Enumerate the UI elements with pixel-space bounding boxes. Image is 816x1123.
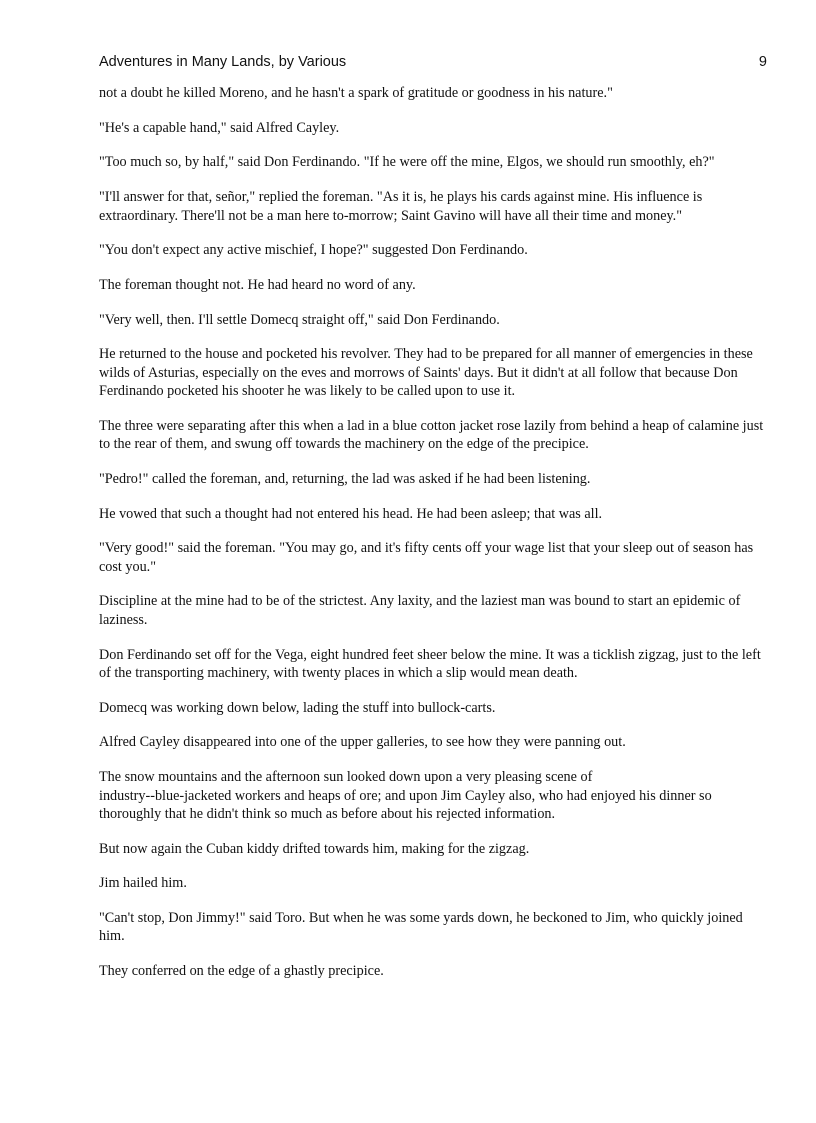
paragraph: "Too much so, by half," said Don Ferdinando. "If he were off the mine, Elgos, we should run smoothly, eh?": [99, 154, 715, 171]
paragraph: The foreman thought not. He had heard no word of any.: [99, 276, 416, 293]
paragraph: "Very good!" said the foreman. "You may go, and it's fifty cents off your wage list that your sleep out of season has cost you.": [99, 540, 754, 575]
paragraph: The snow mountains and the afternoon sun looked down upon a very pleasing scene of industry--blue-jacketed workers and heaps of ore; and upon Jim Cayley also, who had enjoyed his dinner so thoroughly that he didn't think so much as before about his rejected information.: [99, 769, 712, 822]
paragraph: He returned to the house and pocketed his revolver. They had to be prepared for all manner of emergencies in these wilds of Asturias, especially on the eves and morrows of Saints' days. But it didn't at all follow that because Don Ferdinando pocketed his shooter he was likely to be called upon to use it.: [99, 346, 753, 400]
paragraph: Jim hailed him.: [99, 875, 187, 892]
book-title: Adventures in Many Lands, by Various: [99, 54, 347, 70]
paragraph: The three were separating after this when a lad in a blue cotton jacket rose lazily from behind a heap of calamine just to the rear of them, and swung off towards the machinery on the edge of the precipice.: [99, 417, 764, 453]
paragraph: "You don't expect any active mischief, I hope?" suggested Don Ferdinando.: [99, 242, 528, 259]
paragraph: He vowed that such a thought had not entered his head. He had been asleep; that was all.: [99, 505, 603, 522]
paragraph: "I'll answer for that, señor," replied the foreman. "As it is, he plays his cards against mine. His influence is extraordinary. There'll not be a man here to-morrow; Saint Gavino will have all their time and money.": [99, 189, 703, 224]
paragraph: But now again the Cuban kiddy drifted towards him, making for the zigzag.: [99, 840, 530, 857]
paragraph: not a doubt he killed Moreno, and he hasn't a spark of gratitude or goodness in his nature.": [99, 85, 613, 101]
page-number: 9: [758, 54, 767, 70]
body-text: [99, 84, 769, 981]
paragraph: "Very well, then. I'll settle Domecq straight off," said Don Ferdinando.: [99, 311, 500, 328]
paragraph: Domecq was working down below, lading the stuff into bullock-carts.: [99, 699, 496, 716]
paragraph: Don Ferdinando set off for the Vega, eight hundred feet sheer below the mine. It was a ticklish zigzag, just to the left of the transporting machinery, with twenty places in which a slip would mean death.: [99, 646, 761, 681]
paragraph: They conferred on the edge of a ghastly precipice.: [99, 963, 384, 980]
paragraph: Alfred Cayley disappeared into one of the upper galleries, to see how they were panning out.: [99, 734, 626, 751]
running-header: [99, 53, 767, 71]
paragraph: "Pedro!" called the foreman, and, returning, the lad was asked if he had been listening.: [99, 470, 591, 487]
paragraph: Discipline at the mine had to be of the strictest. Any laxity, and the laziest man was bound to start an epidemic of laziness.: [99, 593, 741, 628]
paragraph: "Can't stop, Don Jimmy!" said Toro. But when he was some yards down, he beckoned to Jim, who quickly joined him.: [99, 910, 743, 945]
paragraph: "He's a capable hand," said Alfred Cayley.: [99, 119, 340, 136]
